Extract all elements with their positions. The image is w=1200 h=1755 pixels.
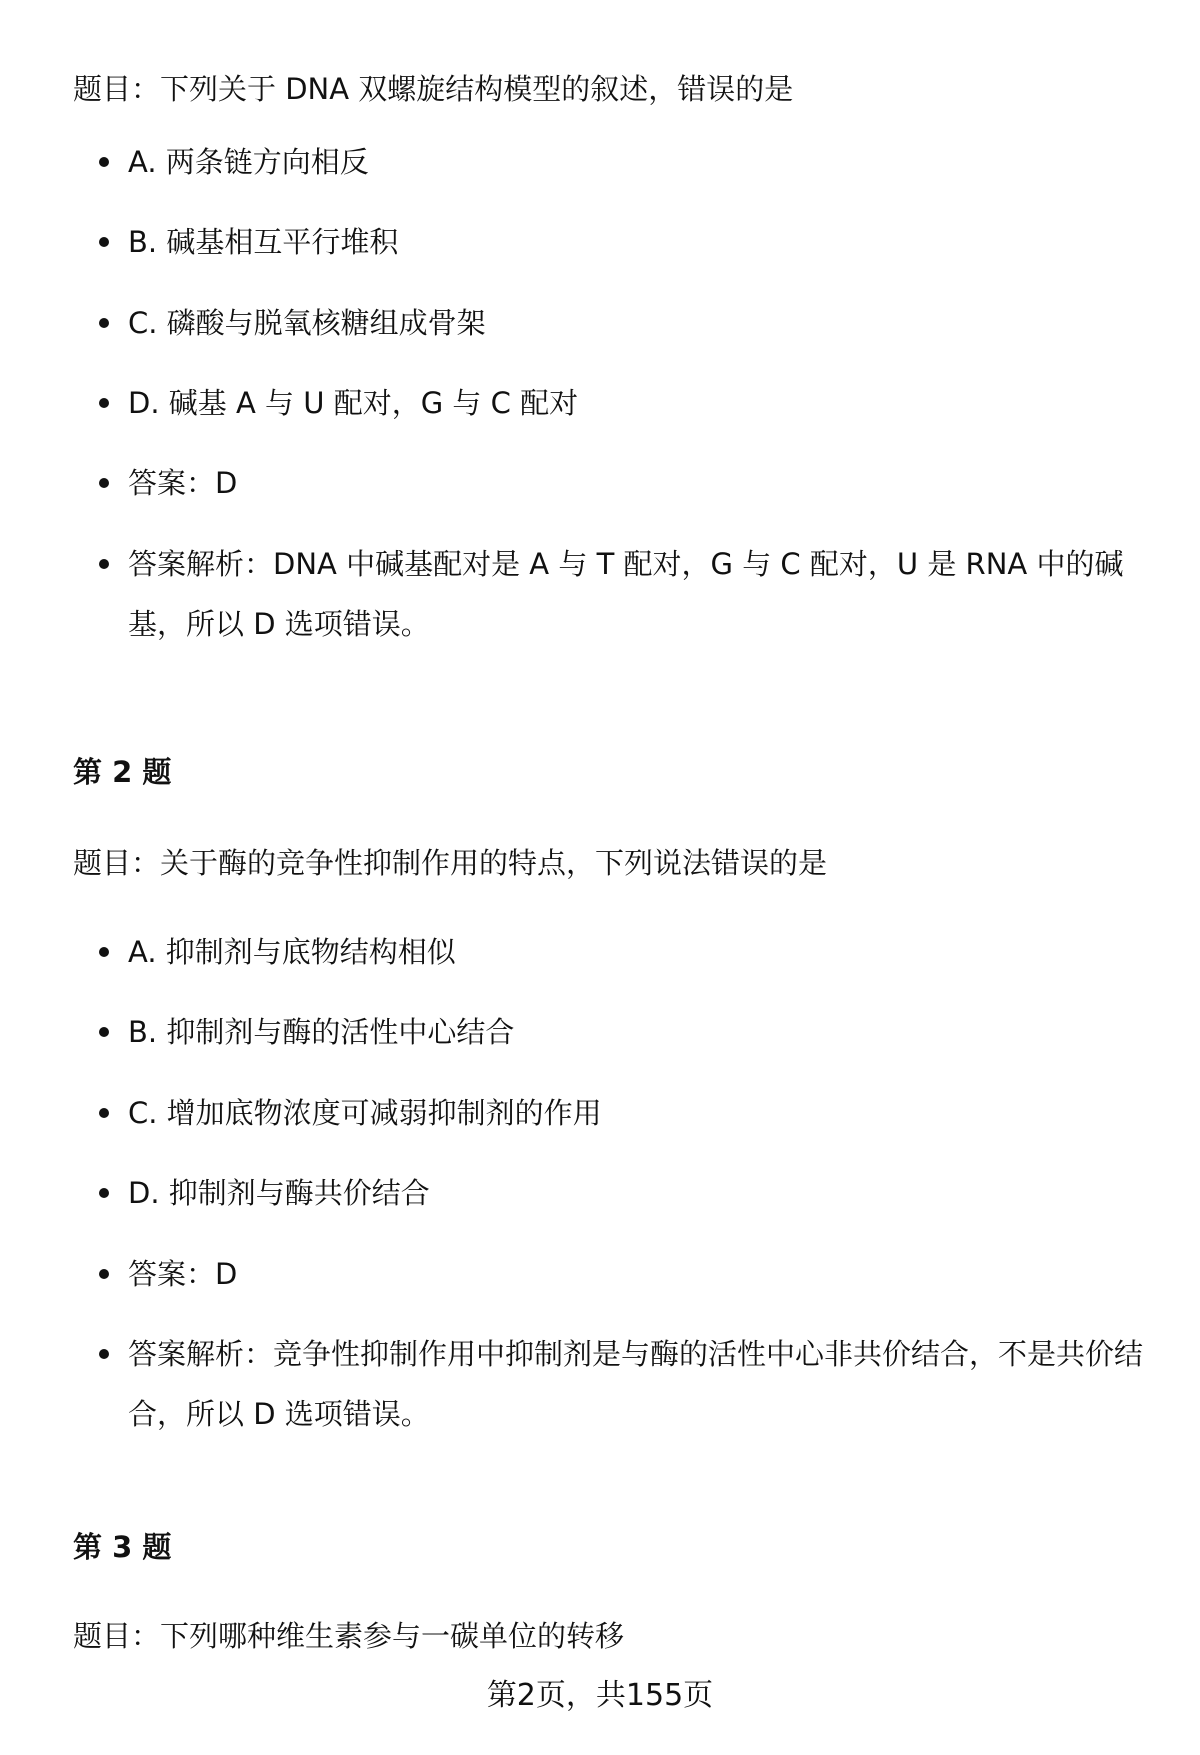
question-2-heading: 第 2 题 xyxy=(73,755,172,789)
question-2-stem: 题目：关于酶的竞争性抑制作用的特点，下列说法错误的是 xyxy=(73,846,828,880)
page-number-footer: 第2页，共155页 xyxy=(486,1678,714,1713)
question-1-option-d: D. 碱基 A 与 U 配对，G 与 C 配对 xyxy=(128,373,1153,433)
question-1-explanation: 答案解析：DNA 中碱基配对是 A 与 T 配对，G 与 C 配对，U 是 RNA 中的碱基，所以 D 选项错误。 xyxy=(128,534,1153,654)
question-2-option-b: B. 抑制剂与酶的活性中心结合 xyxy=(128,1002,1153,1062)
question-3-heading: 第 3 题 xyxy=(73,1530,172,1564)
question-2-option-a: A. 抑制剂与底物结构相似 xyxy=(128,922,1153,982)
question-2-answer: 答案：D xyxy=(128,1244,1153,1304)
question-1-stem: 题目：下列关于 DNA 双螺旋结构模型的叙述，错误的是 xyxy=(73,72,794,106)
question-3-stem: 题目：下列哪种维生素参与一碳单位的转移 xyxy=(73,1619,625,1653)
question-2-option-c: C. 增加底物浓度可减弱抑制剂的作用 xyxy=(128,1083,1153,1143)
question-1-option-a: A. 两条链方向相反 xyxy=(128,132,1153,192)
question-2-explanation: 答案解析：竞争性抑制作用中抑制剂是与酶的活性中心非共价结合，不是共价结合，所以 D 选项错误。 xyxy=(128,1324,1153,1444)
question-1-option-c: C. 磷酸与脱氧核糖组成骨架 xyxy=(128,293,1153,353)
question-1-option-b: B. 碱基相互平行堆积 xyxy=(128,212,1153,272)
question-1-answer: 答案：D xyxy=(128,453,1153,513)
question-2-option-d: D. 抑制剂与酶共价结合 xyxy=(128,1163,1153,1223)
